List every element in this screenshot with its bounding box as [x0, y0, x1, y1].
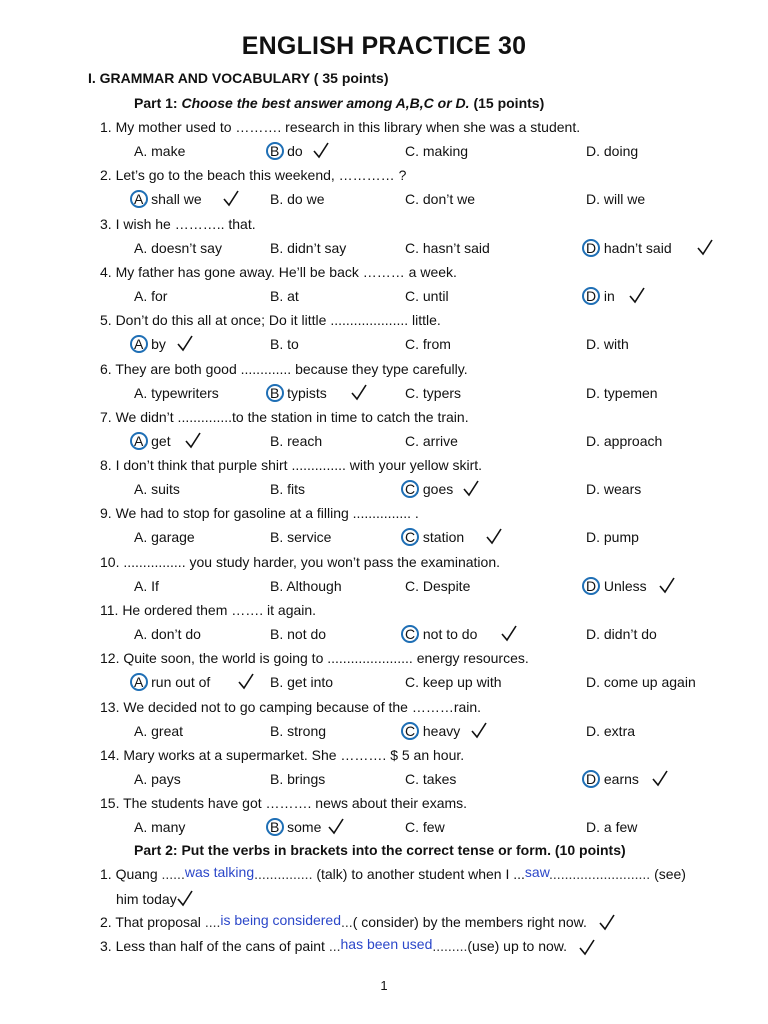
question-text: 10. ................ you study harder, you won’t pass the examination. [100, 554, 500, 570]
check-mark-icon [470, 721, 488, 739]
part2-item-1-middle: (talk) to another student when I ... [316, 866, 525, 882]
answer-option: A. typewriters [134, 385, 219, 401]
dots: ... [341, 914, 353, 930]
check-mark-icon [500, 624, 518, 642]
question-text: 9. We had to stop for gasoline at a filling ............... . [100, 505, 419, 521]
answer-option: A. get [134, 433, 171, 449]
check-mark-icon [237, 672, 255, 690]
answer-option: D. will we [586, 191, 646, 207]
question-text: 3. I wish he ……….. that. [100, 216, 256, 232]
answer-option: C. not to do [405, 626, 478, 642]
section-heading: I. GRAMMAR AND VOCABULARY ( 35 points) [88, 70, 389, 86]
dots: .......................... [549, 866, 655, 882]
question-text: 5. Don’t do this all at once; Do it little .................... little. [100, 312, 441, 328]
check-mark-icon [696, 238, 714, 256]
answer-option: C. hasn’t said [405, 240, 490, 256]
answer-option: B. some [270, 819, 322, 835]
page-title: ENGLISH PRACTICE 30 [241, 32, 527, 60]
answer-option: B. Although [270, 578, 342, 594]
answer-option: A. make [134, 143, 186, 159]
check-mark-icon [184, 431, 202, 449]
handwritten-answer: is being considered [220, 912, 342, 928]
part1-instruction: Choose the best answer among A,B,C or D. [181, 95, 470, 111]
answer-option: A. don’t do [134, 626, 201, 642]
part2-item-1-continuation [116, 891, 177, 907]
answer-option: C. until [405, 288, 449, 304]
part1-heading [134, 95, 544, 111]
answer-option: D. come up again [586, 674, 696, 690]
check-mark-icon [350, 383, 368, 401]
selected-answer-circle [266, 142, 284, 160]
check-mark-icon [462, 479, 480, 497]
part2-item-2-end: ( consider) by the members right now. [352, 914, 587, 930]
answer-option: A. run out of [134, 674, 211, 690]
answer-option: A. suits [134, 481, 180, 497]
selected-answer-circle [401, 528, 419, 546]
answer-option: B. didn’t say [270, 240, 347, 256]
answer-option: B. not do [270, 626, 327, 642]
answer-option: D. earns [586, 771, 639, 787]
answer-option: D. didn’t do [586, 626, 657, 642]
part2-item-3-number: 3. Less than half of the cans of paint [100, 938, 329, 954]
check-mark-icon [628, 286, 646, 304]
answer-option: D. doing [586, 143, 639, 159]
dots: ......... [432, 938, 468, 954]
answer-option: C. arrive [405, 433, 458, 449]
dots: ... [328, 938, 341, 954]
check-mark-icon [176, 889, 194, 907]
selected-answer-circle [401, 722, 419, 740]
part2-item-1-number: 1. Quang [100, 866, 162, 882]
answer-option: A. If [134, 578, 159, 594]
answer-option: D. a few [586, 819, 638, 835]
handwritten-answer: was talking [184, 864, 255, 880]
selected-answer-circle [130, 335, 148, 353]
check-mark-icon [658, 576, 676, 594]
question-text: 7. We didn’t ..............to the station in time to catch the train. [100, 409, 469, 425]
answer-option: C. typers [405, 385, 462, 401]
dots: ............... [254, 866, 317, 882]
part1-points: (15 points) [469, 95, 545, 111]
dots: .... [204, 914, 221, 930]
answer-option: D. wears [586, 481, 642, 497]
answer-option: C. station [405, 529, 465, 545]
part2-item-3-end: (use) up to now. [467, 938, 567, 954]
answer-option: A. shall we [134, 191, 202, 207]
part2-item-1-cont-text: him today [116, 891, 177, 907]
answer-option: C. heavy [405, 723, 461, 739]
question-text: 13. We decided not to go camping because of the ………rain. [100, 699, 482, 715]
answer-option: A. many [134, 819, 186, 835]
answer-option: C. don’t we [405, 191, 476, 207]
part2-item-3 [100, 938, 567, 954]
part2-heading: Part 2: Put the verbs in brackets into the correct tense or form. (10 points) [134, 842, 626, 858]
answer-option: C. goes [405, 481, 454, 497]
selected-answer-circle [130, 673, 148, 691]
part2-item-2 [100, 914, 587, 930]
answer-option: D. Unless [586, 578, 647, 594]
part2-item-1-end: (see) [654, 866, 686, 882]
selected-answer-circle [130, 190, 148, 208]
question-text: 11. He ordered them ……. it again. [100, 602, 317, 618]
handwritten-answer: saw [524, 864, 550, 880]
answer-option: B. at [270, 288, 299, 304]
selected-answer-circle [130, 432, 148, 450]
answer-option: C. Despite [405, 578, 471, 594]
answer-option: B. service [270, 529, 332, 545]
answer-option: D. in [586, 288, 615, 304]
selected-answer-circle [582, 287, 600, 305]
answer-option: C. takes [405, 771, 457, 787]
check-mark-icon [651, 769, 669, 787]
dots: ...... [161, 866, 185, 882]
answer-option: A. great [134, 723, 184, 739]
selected-answer-circle [401, 625, 419, 643]
selected-answer-circle [401, 480, 419, 498]
check-mark-icon [598, 913, 616, 931]
answer-option: B. do [270, 143, 303, 159]
answer-option: C. making [405, 143, 469, 159]
answer-option: D. with [586, 336, 629, 352]
part2-item-2-number: 2. That proposal [100, 914, 205, 930]
check-mark-icon [222, 189, 240, 207]
answer-option: B. to [270, 336, 299, 352]
answer-option: A. by [134, 336, 166, 352]
selected-answer-circle [582, 770, 600, 788]
question-text: 1. My mother used to ………. research in this library when she was a student. [100, 119, 581, 135]
answer-option: C. keep up with [405, 674, 502, 690]
answer-option: B. strong [270, 723, 327, 739]
answer-option: D. typemen [586, 385, 658, 401]
part1-prefix: Part 1: [134, 95, 182, 111]
question-text: 14. Mary works at a supermarket. She ………. $ 5 an hour. [100, 747, 465, 763]
answer-option: B. typists [270, 385, 327, 401]
question-text: 4. My father has gone away. He’ll be back ……… a week. [100, 264, 457, 280]
selected-answer-circle [582, 239, 600, 257]
question-text: 2. Let’s go to the beach this weekend, ………… ? [100, 167, 407, 183]
check-mark-icon [485, 527, 503, 545]
answer-option: D. hadn’t said [586, 240, 672, 256]
answer-option: A. pays [134, 771, 181, 787]
answer-option: A. garage [134, 529, 195, 545]
part2-item-1 [100, 866, 686, 882]
page-number: 1 [380, 978, 388, 993]
answer-option: D. pump [586, 529, 639, 545]
answer-option: C. from [405, 336, 451, 352]
answer-option: A. doesn’t say [134, 240, 222, 256]
answer-option: B. fits [270, 481, 306, 497]
question-text: 6. They are both good ............. because they type carefully. [100, 361, 468, 377]
answer-option: B. reach [270, 433, 323, 449]
answer-option: B. brings [270, 771, 326, 787]
answer-option: B. get into [270, 674, 334, 690]
selected-answer-circle [266, 384, 284, 402]
check-mark-icon [312, 141, 330, 159]
check-mark-icon [327, 817, 345, 835]
selected-answer-circle [582, 577, 600, 595]
check-mark-icon [578, 938, 596, 956]
question-text: 8. I don’t think that purple shirt .............. with your yellow skirt. [100, 457, 483, 473]
question-text: 15. The students have got ………. news about their exams. [100, 795, 468, 811]
check-mark-icon [176, 334, 194, 352]
handwritten-answer: has been used [340, 936, 433, 952]
answer-option: D. extra [586, 723, 636, 739]
question-text: 12. Quite soon, the world is going to ...................... energy resources. [100, 650, 529, 666]
answer-option: C. few [405, 819, 445, 835]
answer-option: B. do we [270, 191, 325, 207]
answer-option: A. for [134, 288, 168, 304]
answer-option: D. approach [586, 433, 663, 449]
selected-answer-circle [266, 818, 284, 836]
